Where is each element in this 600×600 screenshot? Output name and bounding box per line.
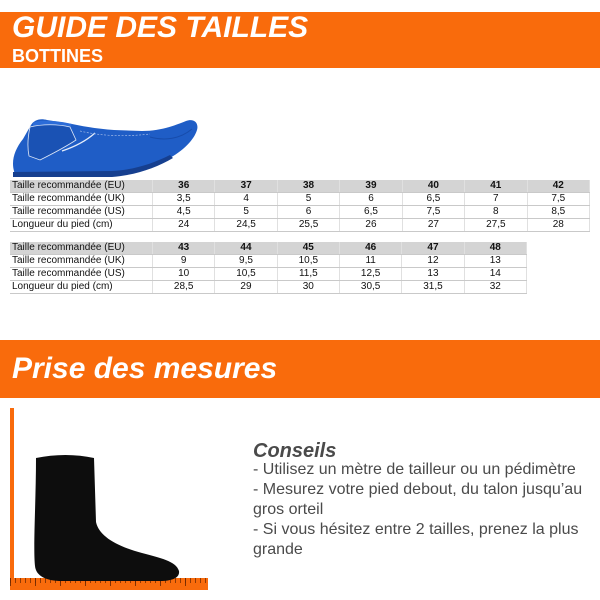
size-cell: 10,5 xyxy=(215,268,277,281)
size-cell: 12 xyxy=(402,255,464,268)
tip-item: - Utilisez un mètre de tailleur ou un pédimètre xyxy=(253,461,576,478)
tips-heading: Conseils xyxy=(253,440,337,462)
size-cell: 10 xyxy=(153,268,215,281)
size-row xyxy=(10,255,527,268)
foot-silhouette xyxy=(34,455,179,581)
size-cell: 29 xyxy=(215,281,277,294)
size-cell: 8,5 xyxy=(527,206,589,219)
size-cell: 11,5 xyxy=(277,268,339,281)
size-row xyxy=(10,281,527,294)
size-cell: 10,5 xyxy=(277,255,339,268)
size-cell: 24,5 xyxy=(215,219,277,232)
tip-item: - Si vous hésitez entre 2 tailles, prenez la plus grande xyxy=(253,521,579,558)
size-cell: 6,5 xyxy=(340,206,402,219)
row-label: Taille recommandée (UK) xyxy=(10,255,153,268)
row-label: Taille recommandée (US) xyxy=(10,206,153,219)
size-cell: 41 xyxy=(465,180,527,193)
size-cell: 46 xyxy=(339,242,401,255)
size-cell: 11 xyxy=(339,255,401,268)
size-cell: 36 xyxy=(153,180,215,193)
size-cell: 13 xyxy=(402,268,464,281)
size-row xyxy=(10,206,590,219)
foot-icon xyxy=(0,400,220,600)
row-label: Taille recommandée (EU) xyxy=(10,242,153,255)
size-cell: 5 xyxy=(277,193,339,206)
size-cell: 14 xyxy=(464,268,526,281)
size-cell: 39 xyxy=(340,180,402,193)
size-cell: 9 xyxy=(153,255,215,268)
size-cell: 32 xyxy=(464,281,526,294)
size-cell: 30 xyxy=(277,281,339,294)
size-cell: 40 xyxy=(402,180,464,193)
size-row-header xyxy=(10,180,590,193)
row-label: Taille recommandée (US) xyxy=(10,268,153,281)
size-cell: 27 xyxy=(402,219,464,232)
measurement-banner xyxy=(0,340,600,398)
size-cell: 28,5 xyxy=(153,281,215,294)
size-row xyxy=(10,268,527,281)
size-cell: 48 xyxy=(464,242,526,255)
size-cell: 43 xyxy=(153,242,215,255)
header-banner xyxy=(0,12,600,68)
size-cell: 30,5 xyxy=(339,281,401,294)
size-cell: 38 xyxy=(277,180,339,193)
page-subtitle: BOTTINES xyxy=(12,46,104,66)
row-label: Longueur du pied (cm) xyxy=(10,219,153,232)
size-cell: 42 xyxy=(527,180,589,193)
size-cell: 13 xyxy=(464,255,526,268)
size-cell: 25,5 xyxy=(277,219,339,232)
size-cell: 6,5 xyxy=(402,193,464,206)
size-row-header xyxy=(10,242,527,255)
size-table xyxy=(10,180,590,232)
size-cell: 5 xyxy=(215,206,277,219)
size-cell: 47 xyxy=(402,242,464,255)
size-cell: 26 xyxy=(340,219,402,232)
size-cell: 6 xyxy=(277,206,339,219)
size-cell: 27,5 xyxy=(465,219,527,232)
size-cell: 44 xyxy=(215,242,277,255)
size-cell: 45 xyxy=(277,242,339,255)
size-cell: 28 xyxy=(527,219,589,232)
size-cell: 37 xyxy=(215,180,277,193)
size-cell: 3,5 xyxy=(153,193,215,206)
size-cell: 7,5 xyxy=(402,206,464,219)
size-cell: 31,5 xyxy=(402,281,464,294)
size-row xyxy=(10,193,590,206)
size-cell: 7,5 xyxy=(527,193,589,206)
size-cell: 8 xyxy=(465,206,527,219)
size-cell: 12,5 xyxy=(339,268,401,281)
size-cell: 6 xyxy=(340,193,402,206)
row-label: Taille recommandée (EU) xyxy=(10,180,153,193)
section-title: Prise des mesures xyxy=(12,352,278,385)
size-cell: 24 xyxy=(153,219,215,232)
size-cell: 4,5 xyxy=(153,206,215,219)
tips-list xyxy=(253,460,595,560)
size-table xyxy=(10,242,527,294)
size-cell: 9,5 xyxy=(215,255,277,268)
size-row xyxy=(10,219,590,232)
page-title: GUIDE DES TAILLES xyxy=(12,11,309,44)
tip-item: - Mesurez votre pied debout, du talon jusqu’au gros orteil xyxy=(253,481,583,518)
size-cell: 4 xyxy=(215,193,277,206)
row-label: Longueur du pied (cm) xyxy=(10,281,153,294)
boot-icon xyxy=(0,110,210,182)
row-label: Taille recommandée (UK) xyxy=(10,193,153,206)
size-cell: 7 xyxy=(465,193,527,206)
